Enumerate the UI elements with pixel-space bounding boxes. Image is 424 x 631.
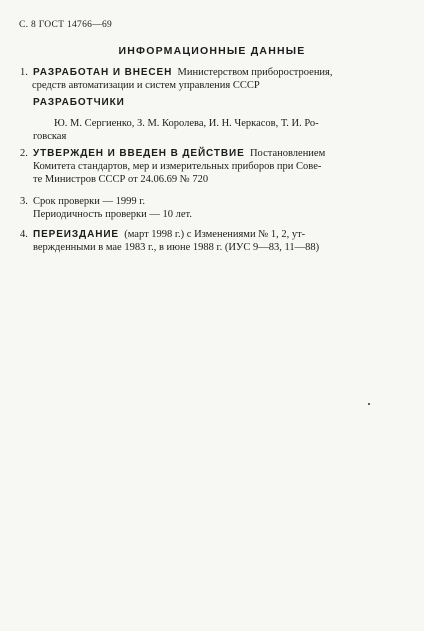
item-line	[33, 228, 390, 241]
info-item-2	[20, 147, 390, 186]
item-line: Комитета стандартов, мер и измерительных приборов при Сове-	[33, 161, 322, 172]
info-item-3	[20, 195, 390, 221]
item-text: Постановлением	[249, 148, 326, 159]
developers-heading: РАЗРАБОТЧИКИ	[33, 97, 125, 108]
info-item-4	[20, 228, 390, 254]
item-number: 3.	[20, 196, 28, 207]
item-body	[33, 228, 390, 254]
print-speck	[368, 403, 370, 405]
item-body	[33, 195, 390, 221]
item-lead: РАЗРАБОТАН И ВНЕСЕН	[33, 67, 173, 78]
section-title: ИНФОРМАЦИОННЫЕ ДАННЫЕ	[118, 45, 306, 57]
item-lead: УТВЕРЖДЕН И ВВЕДЕН В ДЕЙСТВИЕ	[33, 148, 245, 159]
item-line: Периодичность проверки — 10 лет.	[33, 209, 192, 220]
page-header: С. 8 ГОСТ 14766—69	[19, 20, 113, 30]
item-line: вержденными в мае 1983 г., в июне 1988 г. (ИУС 9—83, 11—88)	[33, 242, 320, 253]
developers-line: Ю. М. Сергиенко, З. М. Королева, И. Н. Черкасов, Т. И. Ро-	[54, 118, 319, 129]
item-line	[33, 66, 390, 79]
item-body	[33, 147, 390, 186]
developers-line: говская	[33, 131, 67, 142]
item-text: (март 1998 г.) с Изменениями № 1, 2, ут-	[124, 229, 306, 240]
item-text: Министерством приборостроения,	[177, 67, 333, 78]
item-lead: ПЕРЕИЗДАНИЕ	[33, 229, 119, 240]
item-number: 4.	[20, 229, 28, 240]
developers-list	[33, 117, 390, 143]
item-line: те Министров СССР от 24.06.69 № 720	[33, 174, 209, 185]
item-line: Срок проверки — 1999 г.	[33, 196, 145, 207]
item-number: 2.	[20, 148, 28, 159]
item-body	[33, 66, 390, 92]
item-number: 1.	[20, 67, 28, 78]
info-item-1	[20, 66, 390, 92]
item-line: средств автоматизации и систем управления СССР	[32, 80, 260, 91]
item-line	[33, 147, 390, 160]
